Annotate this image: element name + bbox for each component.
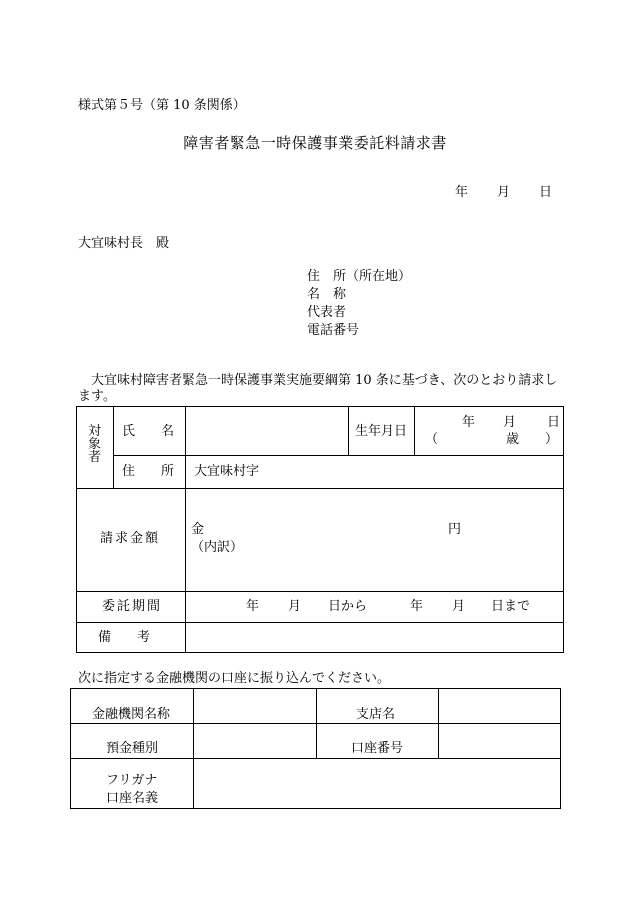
row-line-name-address <box>113 455 564 456</box>
account-holder-label: 口座名義 <box>106 791 159 806</box>
row-line-remarks-top <box>77 622 564 623</box>
period-label: 委託期間 <box>102 599 163 614</box>
date-day-label: 日 <box>539 185 553 200</box>
bank-intro: 次に指定する金融機関の口座に振り込んでください。 <box>78 671 391 686</box>
claim-table <box>76 406 564 653</box>
subject-label: 対象者 <box>88 424 102 465</box>
branch-name-label: 支店名 <box>356 707 396 722</box>
period-to-year: 年 <box>410 599 424 614</box>
col-line-birthdate-left <box>348 407 349 455</box>
age-unit-label: 歳 <box>506 432 520 447</box>
birth-year-label: 年 <box>462 415 476 430</box>
address-value: 大宜味村字 <box>194 464 260 479</box>
institution-name-label: 金融機関名称 <box>92 707 171 722</box>
intro-text: 大宜味村障害者緊急一時保護事業実施要綱第 10 条に基づき、次のとおり請求します。 <box>78 373 558 404</box>
breakdown-label: （内訳） <box>191 540 244 555</box>
bank-col-line-label <box>193 689 194 808</box>
col-line-birthdate-right <box>414 407 415 455</box>
date-month-label: 月 <box>497 185 511 200</box>
amount-unit: 円 <box>448 522 462 537</box>
name-label: 氏 名 <box>122 424 175 439</box>
addressee: 大宜味村長 殿 <box>78 236 170 251</box>
date-year-label: 年 <box>455 185 469 200</box>
applicant-block <box>307 268 411 340</box>
bank-row-line-2 <box>71 758 560 759</box>
account-number-label: 口座番号 <box>351 741 404 756</box>
applicant-representative-label: 代表者 <box>307 305 347 320</box>
period-from-day: 日から <box>328 599 368 614</box>
birthdate-label: 生年月日 <box>355 424 408 439</box>
applicant-address-label: 住 所（所在地） <box>307 269 412 284</box>
birth-month-label: 月 <box>503 415 517 430</box>
period-from-month: 月 <box>288 599 302 614</box>
row-line-amount-top <box>77 488 564 489</box>
applicant-phone-label: 電話番号 <box>307 323 360 338</box>
row-line-period-top <box>77 591 564 592</box>
form-number: 様式第５号（第 10 条関係） <box>78 98 246 113</box>
address-label: 住 所 <box>122 464 175 479</box>
age-close-paren: ） <box>545 432 559 447</box>
period-to-day: 日まで <box>491 599 531 614</box>
period-from-year: 年 <box>246 599 260 614</box>
bank-account-table <box>70 688 561 809</box>
furigana-label: フリガナ <box>106 773 158 788</box>
col-line-subject <box>113 407 114 488</box>
document-title: 障害者緊急一時保護事業委託料請求書 <box>183 134 447 152</box>
bank-col-line-mid <box>316 689 317 758</box>
col-line-label <box>185 407 186 652</box>
remarks-label: 備 考 <box>98 630 151 645</box>
bank-col-line-right <box>438 689 439 758</box>
period-to-month: 月 <box>452 599 466 614</box>
amount-prefix: 金 <box>191 522 205 537</box>
age-open-paren: （ <box>425 432 439 447</box>
applicant-name-label: 名 称 <box>307 287 347 302</box>
amount-label: 請求金額 <box>100 531 161 546</box>
birth-day-label: 日 <box>547 415 561 430</box>
deposit-type-label: 預金種別 <box>106 741 159 756</box>
